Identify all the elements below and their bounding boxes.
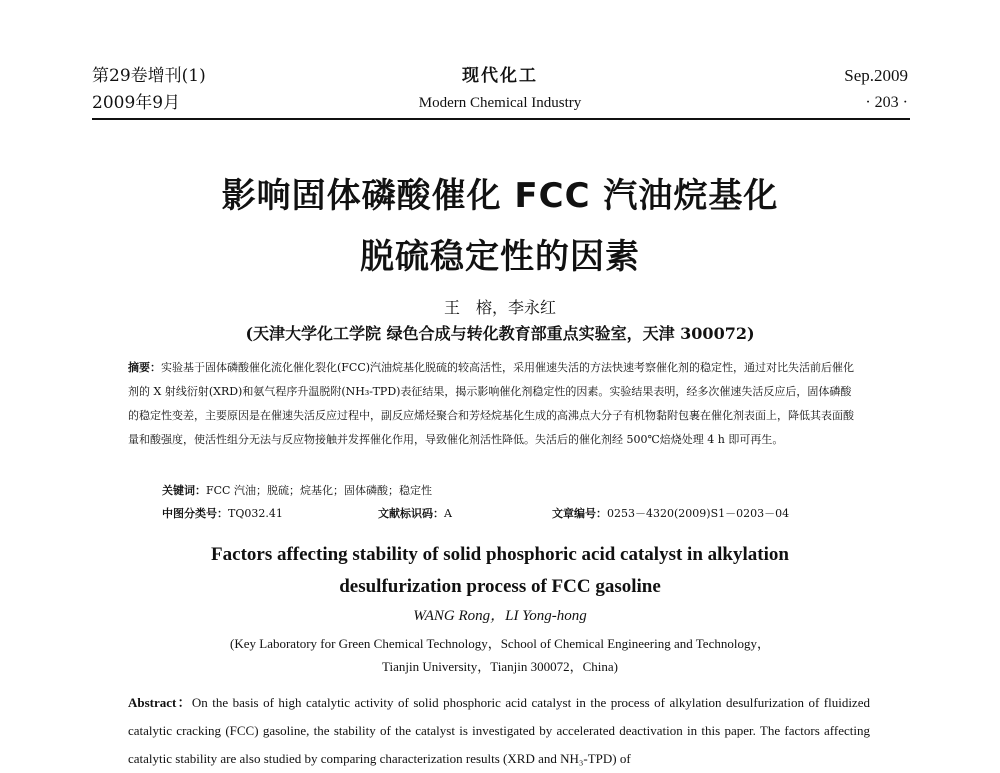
art-label: 文章编号：: [552, 507, 607, 520]
title-en-line1: Factors affecting stability of solid phosphoric acid catalyst in alkylation: [211, 544, 789, 565]
abstract-en-label: Abstract：: [128, 695, 192, 710]
page-number: · 203 ·: [865, 94, 908, 111]
journal-name-en: Modern Chemical Industry: [418, 95, 582, 111]
abstract-cn: [128, 356, 858, 452]
doc-value: A: [444, 507, 452, 520]
title-en-line2: desulfurization process of FCC gasoline: [339, 576, 661, 597]
affiliation-en-line2: Tianjin University，Tianjin 300072，China): [382, 659, 618, 674]
abstract-cn-text: 实验基于固体磷酸催化流化催化裂化(FCC)汽油烷基化脱硫的较高活性，采用催速失活的方法快速考察催化剂的稳定性，通过对比失活前后催化剂的 X 射线衍射(XRD)和氨气程序升温脱附(NH₃-TPD)表征结果，揭示影响催化剂稳定性的因素。实验结果表明，经多次催速失活反应后，固体磷酸的稳定性变差，主要原因是在催速失活反应过程中，副反应烯烃聚合和芳烃烷基化生成的高沸点大分子有机物黏附包裹在催化剂表面上，降低其表面酸量和酸强度，使活性组分无法与反应物接触并发挥催化作用，导致催化剂活性降低。失活后的催化剂经 500℃焙烧处理 4 h 即可再生。: [128, 361, 855, 446]
abstract-en-text: On the basis of high catalytic activity of solid phosphoric acid catalyst in the process of alkylation desulfurization of fluidized catalytic cracking (FCC) gasoline, the stability of the catalyst is investigated by accelerated deactivation in this paper. The factors affecting catalytic stability are also studied by comparing characterization results (XRD and NH₃-TPD) of: [128, 695, 870, 766]
clc-number: [162, 506, 283, 522]
clc-label: 中图分类号：: [162, 507, 228, 520]
affiliation-en-line1: (Key Laboratory for Green Chemical Technology，School of Chemical Engineering and Technology，: [230, 636, 770, 651]
journal-date-cn: 2009年9月: [92, 93, 181, 113]
header-rule: [92, 118, 910, 120]
keywords-text: FCC 汽油；脱硫；烷基化；固体磷酸；稳定性: [206, 484, 432, 497]
keywords-label: 关键词：: [162, 484, 206, 497]
journal-name-cn: 现代化工: [462, 66, 538, 86]
title-cn-line2: 脱硫稳定性的因素: [360, 237, 640, 277]
title-cn-line1: 影响固体磷酸催化 FCC 汽油烷基化: [221, 176, 779, 216]
authors-cn: 王 榕，李永红: [443, 298, 556, 317]
affiliation-cn: (天津大学化工学院 绿色合成与转化教育部重点实验室，天津 300072): [245, 324, 755, 343]
article-number: [552, 506, 789, 522]
journal-volume: 第29卷增刊(1): [92, 66, 206, 86]
abstract-cn-label: 摘要：: [128, 361, 161, 374]
art-value: 0253－4320(2009)S1－0203－04: [607, 507, 790, 520]
clc-value: TQ032.41: [228, 507, 283, 520]
abstract-en: [128, 689, 870, 773]
journal-date-en: Sep.2009: [844, 66, 908, 85]
doc-label: 文献标识码：: [378, 507, 444, 520]
keywords-cn: [162, 483, 432, 499]
document-code: [378, 506, 452, 522]
authors-en: WANG Rong，LI Yong-hong: [413, 608, 587, 624]
